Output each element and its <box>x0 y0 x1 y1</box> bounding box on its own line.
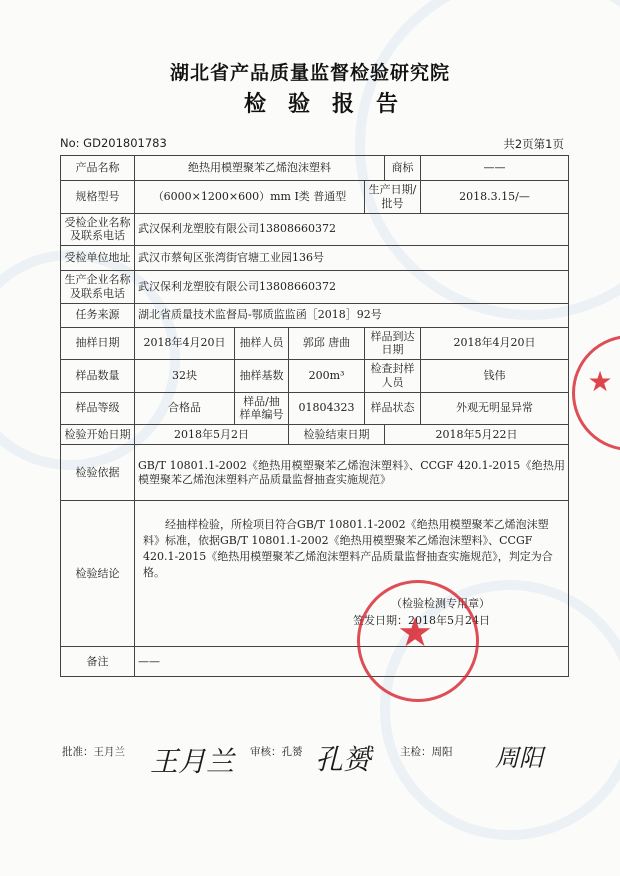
base: 200m³ <box>289 360 365 393</box>
sealer: 钱伟 <box>421 360 569 393</box>
table-row <box>61 213 569 246</box>
table-row <box>61 303 569 327</box>
remark-label: 备注 <box>61 647 135 677</box>
task-source: 湖北省质量技术监督局-鄂质监监函［2018］92号 <box>135 303 569 327</box>
seal-label: （检验检测专用章） <box>391 596 490 610</box>
prod-date-label: 生产日期/批号 <box>365 181 421 214</box>
brand-label: 商标 <box>385 156 421 181</box>
approver-label: 批准：王月兰 <box>62 746 125 758</box>
producer: 武汉保利龙塑胶有限公司13808660372 <box>135 271 569 304</box>
conclusion-footer <box>143 595 560 630</box>
end-date: 2018年5月22日 <box>385 425 569 445</box>
reviewer-signature: 孔赟 <box>315 743 372 776</box>
table-row <box>61 425 569 445</box>
sampler-label: 抽样人员 <box>235 327 289 360</box>
issue-date: 签发日期：2018年5月24日 <box>353 614 490 628</box>
product-name: 绝热用模塑聚苯乙烯泡沫塑料 <box>135 156 385 181</box>
sampling-date: 2018年4月20日 <box>135 327 235 360</box>
arrival-date: 2018年4月20日 <box>421 327 569 360</box>
sampling-date-label: 抽样日期 <box>61 327 135 360</box>
start-date: 2018年5月2日 <box>135 425 289 445</box>
seal-star-icon: ★ <box>397 610 433 656</box>
inspected-company-label: 受检企业名称及联系电话 <box>61 213 135 246</box>
conclusion-label: 检验结论 <box>61 501 135 647</box>
report-number <box>60 136 167 150</box>
prod-date-value: 2018.3.15/— <box>421 181 569 214</box>
sheet-no-label: 样品/抽样单编号 <box>235 392 289 425</box>
sheet-no: 01804323 <box>289 392 365 425</box>
table-row <box>61 647 569 677</box>
start-date-label: 检验开始日期 <box>61 425 135 445</box>
edge-seal-star-icon: ★ <box>587 365 613 398</box>
conclusion-text: 经抽样检验，所检项目符合GB/T 10801.1-2002《绝热用模塑聚苯乙烯泡沫塑料》标准，依据GB/T 10801.1-2002《绝热用模塑聚苯乙烯泡沫塑料》、CCGF 420.1-2015《绝热用模塑聚苯乙烯泡沫塑料产品质量监督抽查实施规范》，判定为合格。 <box>143 518 553 579</box>
tester-label: 主检：周阳 <box>400 746 453 758</box>
report-no-value: GD201801783 <box>83 136 167 150</box>
remark: —— <box>135 647 569 677</box>
approver-signature: 王月兰 <box>150 745 235 778</box>
arrival-date-label: 样品到达日期 <box>365 327 421 360</box>
product-name-label: 产品名称 <box>61 156 135 181</box>
grade: 合格品 <box>135 392 235 425</box>
basis: GB/T 10801.1-2002《绝热用模塑聚苯乙烯泡沫塑料》、CCGF 420.1-2015《绝热用模塑聚苯乙烯泡沫塑料产品质量监督抽查实施规范》 <box>135 445 569 501</box>
quantity-label: 样品数量 <box>61 360 135 393</box>
table-row <box>61 327 569 360</box>
quantity: 32块 <box>135 360 235 393</box>
status-label: 样品状态 <box>365 392 421 425</box>
inspected-company: 武汉保利龙塑胶有限公司13808660372 <box>135 213 569 246</box>
spec-label: 规格型号 <box>61 181 135 214</box>
end-date-label: 检验结束日期 <box>289 425 385 445</box>
status: 外观无明显异常 <box>421 392 569 425</box>
conclusion-cell <box>135 501 569 647</box>
report-no-label: No: <box>60 136 80 150</box>
table-row <box>61 445 569 501</box>
task-source-label: 任务来源 <box>61 303 135 327</box>
institute-name: 湖北省产品质量监督检验研究院 <box>169 62 450 84</box>
basis-label: 检验依据 <box>61 445 135 501</box>
page-info: 共2页第1页 <box>503 137 564 151</box>
table-row <box>61 156 569 181</box>
grade-label: 样品等级 <box>61 392 135 425</box>
table-row <box>61 360 569 393</box>
sealer-label: 检查封样人员 <box>365 360 421 393</box>
table-row <box>61 392 569 425</box>
table-row <box>61 181 569 214</box>
inspected-address-label: 受检单位地址 <box>61 246 135 271</box>
sampler: 郭邱 唐曲 <box>289 327 365 360</box>
report-title: 检验报告 <box>243 91 420 117</box>
brand-value: —— <box>421 156 569 181</box>
table-row <box>61 501 569 647</box>
producer-label: 生产企业名称及联系电话 <box>61 271 135 304</box>
base-label: 抽样基数 <box>235 360 289 393</box>
inspected-address: 武汉市蔡甸区张湾街官塘工业园136号 <box>135 246 569 271</box>
report-table <box>60 155 569 677</box>
reviewer-label: 审核：孔赟 <box>250 746 303 758</box>
table-row <box>61 271 569 304</box>
tester-signature: 周阳 <box>495 744 543 772</box>
table-row <box>61 246 569 271</box>
spec-value: （6000×1200×600）mm I类 普通型 <box>135 181 365 214</box>
